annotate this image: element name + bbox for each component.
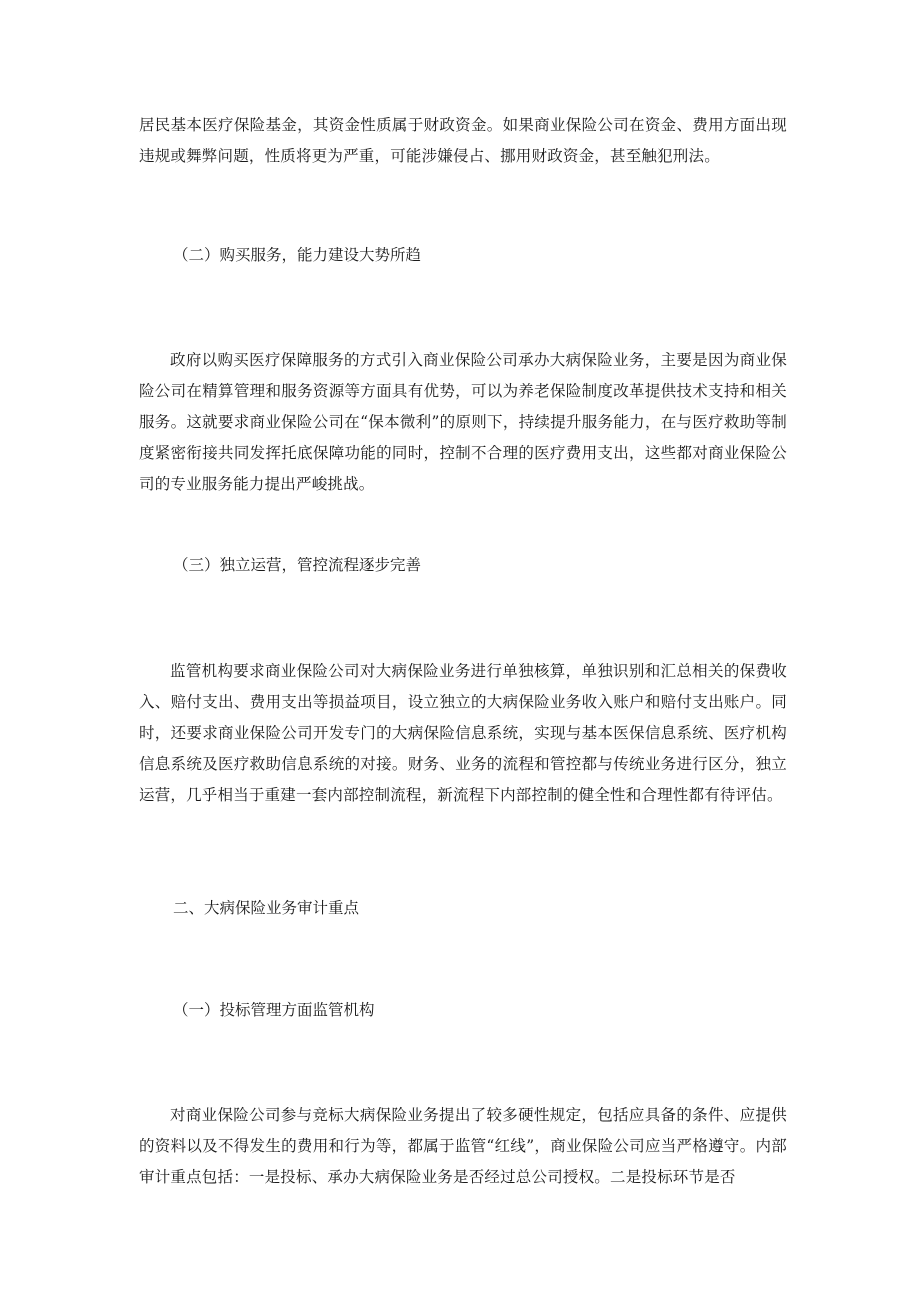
paragraph-independent-operation: 监管机构要求商业保险公司对大病保险业务进行单独核算，单独识别和汇总相关的保费收入、赔付支出、费用支出等损益项目，设立独立的大病保险业务收入账户和赔付支出账户。同时，还要求商业保险公司开发专门的大病保险信息系统，实现与基本医保信息系统、医疗机构信息系统及医疗救助信息系统的对接。财务、业务的流程和管控都与传统业务进行区分，独立运营，几乎相当于重建一套内部控制流程，新流程下内部控制的健全性和合理性都有待评估。 <box>139 662 787 804</box>
heading-bid-management: （一）投标管理方面监管机构 <box>173 1001 375 1019</box>
heading-purchase-services: （二）购买服务，能力建设大势所趋 <box>173 246 422 264</box>
paragraph-bid-management: 对商业保险公司参与竞标大病保险业务提出了较多硬性规定，包括应具备的条件、应提供的资料以及不得发生的费用和行为等，都属于监管“红线”，商业保险公司应当严格遵守。内部审计重点包括：一是投标、承办大病保险业务是否经过总公司授权。二是投标环节是否 <box>139 1106 787 1186</box>
paragraph-purchase-services: 政府以购买医疗保障服务的方式引入商业保险公司承办大病保险业务，主要是因为商业保险公司在精算管理和服务资源等方面具有优势，可以为养老保险制度改革提供技术支持和相关服务。这就要求商业保险公司在“保本微利”的原则下，持续提升服务能力，在与医疗救助等制度紧密衔接共同发挥托底保障功能的同时，控制不合理的医疗费用支出，这些都对商业保险公司的专业服务能力提出严峻挑战。 <box>139 351 787 493</box>
paragraph-fund-nature: 居民基本医疗保险基金，其资金性质属于财政资金。如果商业保险公司在资金、费用方面出现违规或舞弊问题，性质将更为严重，可能涉嫌侵占、挪用财政资金，甚至触犯刑法。 <box>139 116 787 165</box>
section-heading-audit-focus: 二、大病保险业务审计重点 <box>173 899 360 917</box>
heading-independent-operation: （三）独立运营，管控流程逐步完善 <box>173 556 422 574</box>
